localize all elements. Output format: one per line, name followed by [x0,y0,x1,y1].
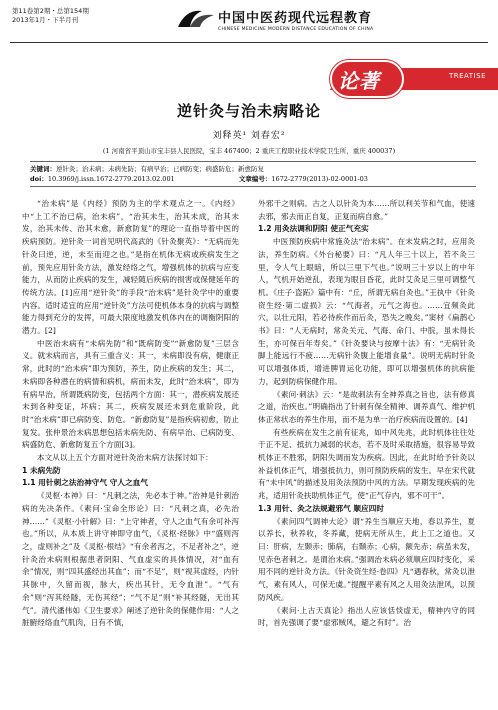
article-authors: 刘释英¹ 刘春宏² [212,131,286,141]
omen-paragraph: 有些疾病在发生之前有征兆，如中风先兆，此时机体往往处于正不足、抵抗力减弱的状态，若不及时采取措施，很容易导致机体正不胜邪，阴阳失调而发为疾病。因此，在此时给予针灸以补益机体正气，增强抵抗力，则可预防疾病的发生。早在宋代就有“未中风”的描述及用灸法预防中风的方法。早期发现疾病的先兆，适用针灸扶助机体正气，使“正气存内，邪不可干”。 [258,427,475,501]
journal-logo [176,5,374,39]
intro-paragraph: “治未病”是《内经》预防为主的学术观点之一。《内经》中“上工不治已病，治未病”，“治其未生，治其未成，治其未发，治其未传、治其未愈，新愈防复”的理论一直指导着中医的疾病预防。逆针灸一词首见明代高武的《针灸聚英》：“无病而先针灸曰逆，逆，未至而迎之也。”是指在机体无病或疾病发生之前，预先应用针灸方法，激发经络之气，增强机体的抗病与应变能力，从而防止疾病的发生，减轻随后疾病的损害或保健延年的传统方法。[1]应用“逆针灸”的手段“治未病”是针灸学中的重要内容。适时适宜的应用“逆针灸”方法可使机体本身的抗病与调整能力得到充分的发挥，可最大限度地激发机体内在的调衡阴阳的潜力。[2] [22,199,239,336]
journal-emblem-icon [176,5,216,31]
keywords-top-rule [30,161,476,162]
section-1-3-paragraph: 《素问四气调神大论》谓“养生当顺应天地，春以养生，夏以养长，秋养收，冬养藏，使病无所从生，此上工之道也。又曰：肝病，左颞赤；肺病，右颞赤；心病，额先赤；病虽未发，见赤色者刺之。是谓治未病。”强调治未病必须顺应四时变化，采用不同的逆针灸方法。《针灸资生经·卷四》凡“遇春秋，常灸以泄气，素有风人，可保无虞。”提醒平素有风之人用灸法泄风，以预防风疾。 [258,516,475,602]
section-heading-1: 1 未病先防 [22,465,61,475]
left-column [22,198,239,630]
banner-label-en: TREATISE [448,72,486,80]
section-1-2-paragraph: 中医预防疾病中常施灸法“治未病”。在未发病之时，应用灸法，养生防病。《外台秘要》曰：“凡人年三十以上，若不灸三里，令人气上眼暗，所以三里下气也。”说明三十岁以上的中年人，气机开始逆乱，表现为眼目昏花，此时艾灸足三里可调整气机。《庄子·盗跖》篇中有：“丘，所谓无病自灸也。”王执中《针灸资生经·第二虚损》云：“气海者，元气之海也。……宜频灸此穴，以壮元阳，若必待疾作而后灸，恐失之晚矣。”窦材《扁鹊心书》曰：“人无病时，常灸关元、气海、命门、中脘，虽未得长生，亦可保百年寿矣。”《针灸要诀与按摩十法》有：“无病针灸脚上能远行不疲……无病针灸腹上能增食量”。说明无病时针灸可以增强体质，增进脾胃运化功能，即可以增强机体的抗病能力，起到防病保健作用。 [258,237,475,386]
right-column [258,198,475,630]
section-banner [300,60,498,98]
concept-paragraph: 中医治未病有“未病先防”和“既病防变”“新愈防复”三层含义。就未病而言，具有三重含义：其一，未病即没有病，健康正常，此时的“治未病”即为预防，养生，防止疾病的发生；其二，未病即各种潜在的病情和病机，病而未发，此时“治未病”，即为有病早治，所谓既病防变，包括两个方面：其一，潜疾病发展还未到各种变证，坏病；其二，疾病发展还未到危重阶段，此时“治未病”即已病防变、防危。“新愈防复”是指疾病初愈，防止复发。张仲景治未病思想包括未病先防、有病早治、已病防变、病盛防危、新愈防复五个方面[3]。 [22,338,239,450]
journal-name-cn: 中国中医药现代远程教育 [218,11,373,26]
article-title: 逆针灸与治未病略论 [176,102,321,120]
scope-paragraph: 本文从以上五个方面对逆针灸治未病方法探讨如下： [37,453,213,463]
journal-name-en: CHINESE MEDICINE MODERN DISTANCE EDUCATION OF CHINA [218,27,374,32]
issue-line-1: 第11卷第2期・总第154期 [12,7,89,15]
issue-info [12,7,89,25]
tianzhen-paragraph: 《素问·上古天真论》指出人应该恬惔虚无，精神内守的同时，首先强调了要“虚邪贼风，避之有时”。治 [258,605,475,628]
cifa-paragraph: 《素问·刺法》云：“是故刺法有全神养真之旨也，法有修真之道，治疾也。”明确指出了针刺有保全精神、调养真气、维护机体正常状态的养生作用，而不是为单一治疗疾病而设置的。[4] [258,389,475,424]
doi-value: 10.3969/j.issn.1672-2779.2013.02.001 [47,175,175,183]
article-no-label: 文章编号： [238,175,272,183]
continued-paragraph: 外邪干之则病。古之人以针灸为本……所以利关节和气血，使速去邪，邪去而正自复，正复而病自愈。” [258,199,475,221]
issue-line-2: 2013年1月・下半月刊 [12,16,79,24]
page-header [0,0,498,46]
header-divider [10,42,488,43]
author-affiliation: (1 河南省平顶山市宝丰县人民医院，宝丰 467400；2 重庆工程职业技术学院卫生所，重庆 400037) [102,147,396,155]
section-heading-1-3: 1.3 用针、灸之法规避邪气 顺应四时 [258,503,385,513]
banner-label-cn: 论著 [338,69,380,93]
section-heading-1-2: 1.2 用灸法调和阴阳 使正气充实 [258,224,369,234]
keywords-text: 逆针灸；治未病；未病先防；有病早治；已病防变；病盛防危；新愈防复 [56,165,264,173]
keywords-block [30,164,476,184]
keywords-bottom-rule [30,186,476,187]
keywords-label: 关键词： [30,165,56,173]
doi-label: doi： [30,175,48,183]
article-no-value: 1672-2779(2013)-02-0001-03 [271,175,368,183]
section-heading-1-1: 1.1 用针刺之法治神守气 守人之血气 [22,478,149,488]
section-1-1-paragraph: 《灵枢·本神》曰：“凡刺之法，先必本于神。”治神是针刺治病的先决条件。《素问·宝命全形论》曰：“凡刺之真，必先治神……”《灵枢·小针解》曰：“上守神者，守人之血气有余可补泻也。”所以，从本质上讲守神即守血气，《灵枢·经脉》中“盛则泻之，虚则补之”及《灵枢·根结》“有余者泻之，不足者补之”，逆针灸治未病则根据患者阴阳、气血虚实的具体情况，对“血有余”情况，则“四其盛经出其血”；而“不足”，则“视其虚经，内针其脉中，久留而视，脉大，疾出其针，无令血泄”。“气有余”则“泻其经隧，无伤其经”；“气不足”则“补其经隧，无出其气”。清代潘伟如《卫生要求》阐述了逆针灸的保健作用：“人之脏腑经络血气肌肉，日有不慎， [22,491,239,628]
